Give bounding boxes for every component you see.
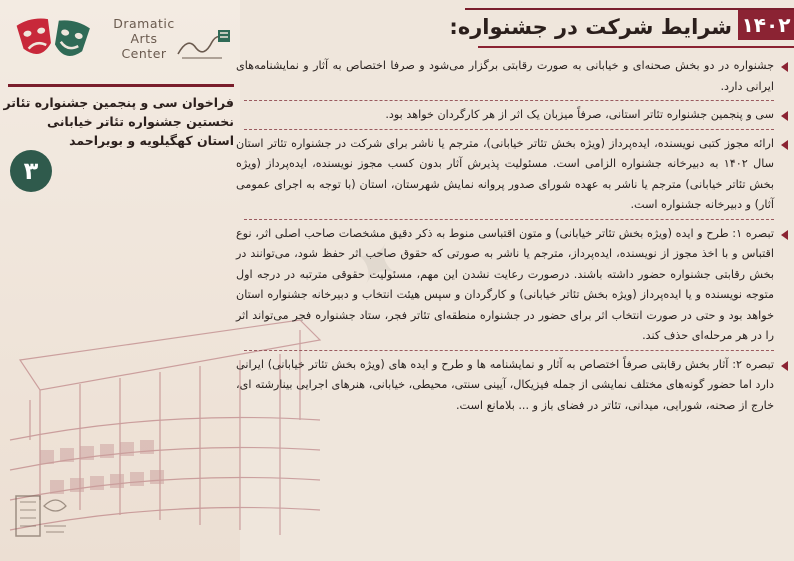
header-underline — [478, 46, 794, 48]
note-paragraph: تبصره ۲: آثار بخش رقابتی صرفاً اختصاص به آثار و نمایشنامه ها و طرح و ایده های (ویژه بخش تئاتر خیابانی) ایرانی دارد اما حضور گونه‌های مختلف نمایشی از جمله فیزیکال، آیینی سنتی، محیطی، خیابانی، هنرهای اجرایی بینارشته ای، خارج از صحنه، شورایی، میدانی، تئاتر در فضای باز و ... بلامانع است. — [236, 355, 788, 417]
sidebar-title — [3, 84, 234, 150]
page-title: شرایط شرکت در جشنواره: — [449, 15, 732, 39]
brand-line-3: Center — [121, 46, 167, 61]
watermark: ✦ — [337, 222, 413, 308]
brand-line-1: Dramatic — [113, 16, 175, 31]
page-number-badge: ۳ — [10, 150, 52, 192]
dashed-divider — [244, 100, 774, 101]
dashed-divider — [244, 219, 774, 220]
theatre-masks-icon — [14, 14, 92, 68]
sidebar-title-line-1: فراخوان سی و پنجمین جشنواره تئاتر — [3, 95, 234, 110]
dramatic-arts-center-logo — [14, 14, 234, 68]
dashed-divider — [244, 129, 774, 130]
condition-paragraph: ارائه مجوز کتبی نویسنده، ایده‌پرداز (ویژه بخش تئاتر خیابانی)، مترجم یا ناشر برای شرکت در جشنواره تئاتر استان سال ۱۴۰۲ به دبیرخانه جشنواره الزامی است. مسئولیت پذیرش آثار بدون کسب مجوز نویسنده، ایده‌پرداز (ویژه بخش تئاتر خیابانی) مترجم یا ناشر به عهده شورای صدور پروانه نمایش شهرستان، استان (با توجه به اجرای عمومی آثار) و دبیرخانه جشنواره است. — [236, 134, 788, 216]
dashed-divider — [244, 350, 774, 351]
note-paragraph: تبصره ۱: طرح و ایده (ویژه بخش تئاتر خیابانی) و متون اقتباسی منوط به ذکر دقیق مشخصات صاحب اصلی اثر، نوع اقتباس و با اخذ مجوز از نویسنده، ایده‌پرداز، مترجم یا ناشر به صورتی که حقوق صاحب اثر حفظ شود، می‌توانند در بخش رقابتی جشنواره حضور داشته باشند. درصورت رعایت نشدن این مهم، مسئولیت حقوقی مترتبه در درجه اول متوجه نویسنده و یا ایده‌پرداز (ویژه بخش تئاتر خیابانی) و کارگردان و سپس هیئت انتخاب و دبیرخانه جشنواره استان خواهد بود و حتی در صورت انتخاب اثر برای حضور در جشنواره منطقه‌ای تئاتر فجر، ستاد جشنواره فجر می‌تواند اثر را در هر مرحله‌ای حذف کند. — [236, 224, 788, 347]
conditions-content — [236, 56, 788, 556]
condition-paragraph: سی و پنجمین جشنواره تئاتر استانی، صرفاً میزبان یک اثر از هر کارگردان خواهد بود. — [236, 105, 788, 126]
persian-calligraphy-logo — [174, 28, 232, 62]
year-tab: ۱۴۰۲ — [738, 10, 794, 40]
sidebar-title-line-2: نخستین جشنواره تئاتر خیابانی — [47, 114, 234, 129]
brand-line-2: Arts — [130, 31, 158, 46]
condition-paragraph: جشنواره در دو بخش صحنه‌ای و خیابانی به صورت رقابتی برگزار می‌شود و صرفا اختصاص به آثار و نمایشنامه‌های ایرانی دارد. — [236, 56, 788, 97]
bottom-emblem-icon — [10, 486, 72, 546]
brand-name-en — [104, 16, 184, 61]
sidebar-title-line-3: استان کهگیلویه و بویراحمد — [69, 133, 234, 148]
